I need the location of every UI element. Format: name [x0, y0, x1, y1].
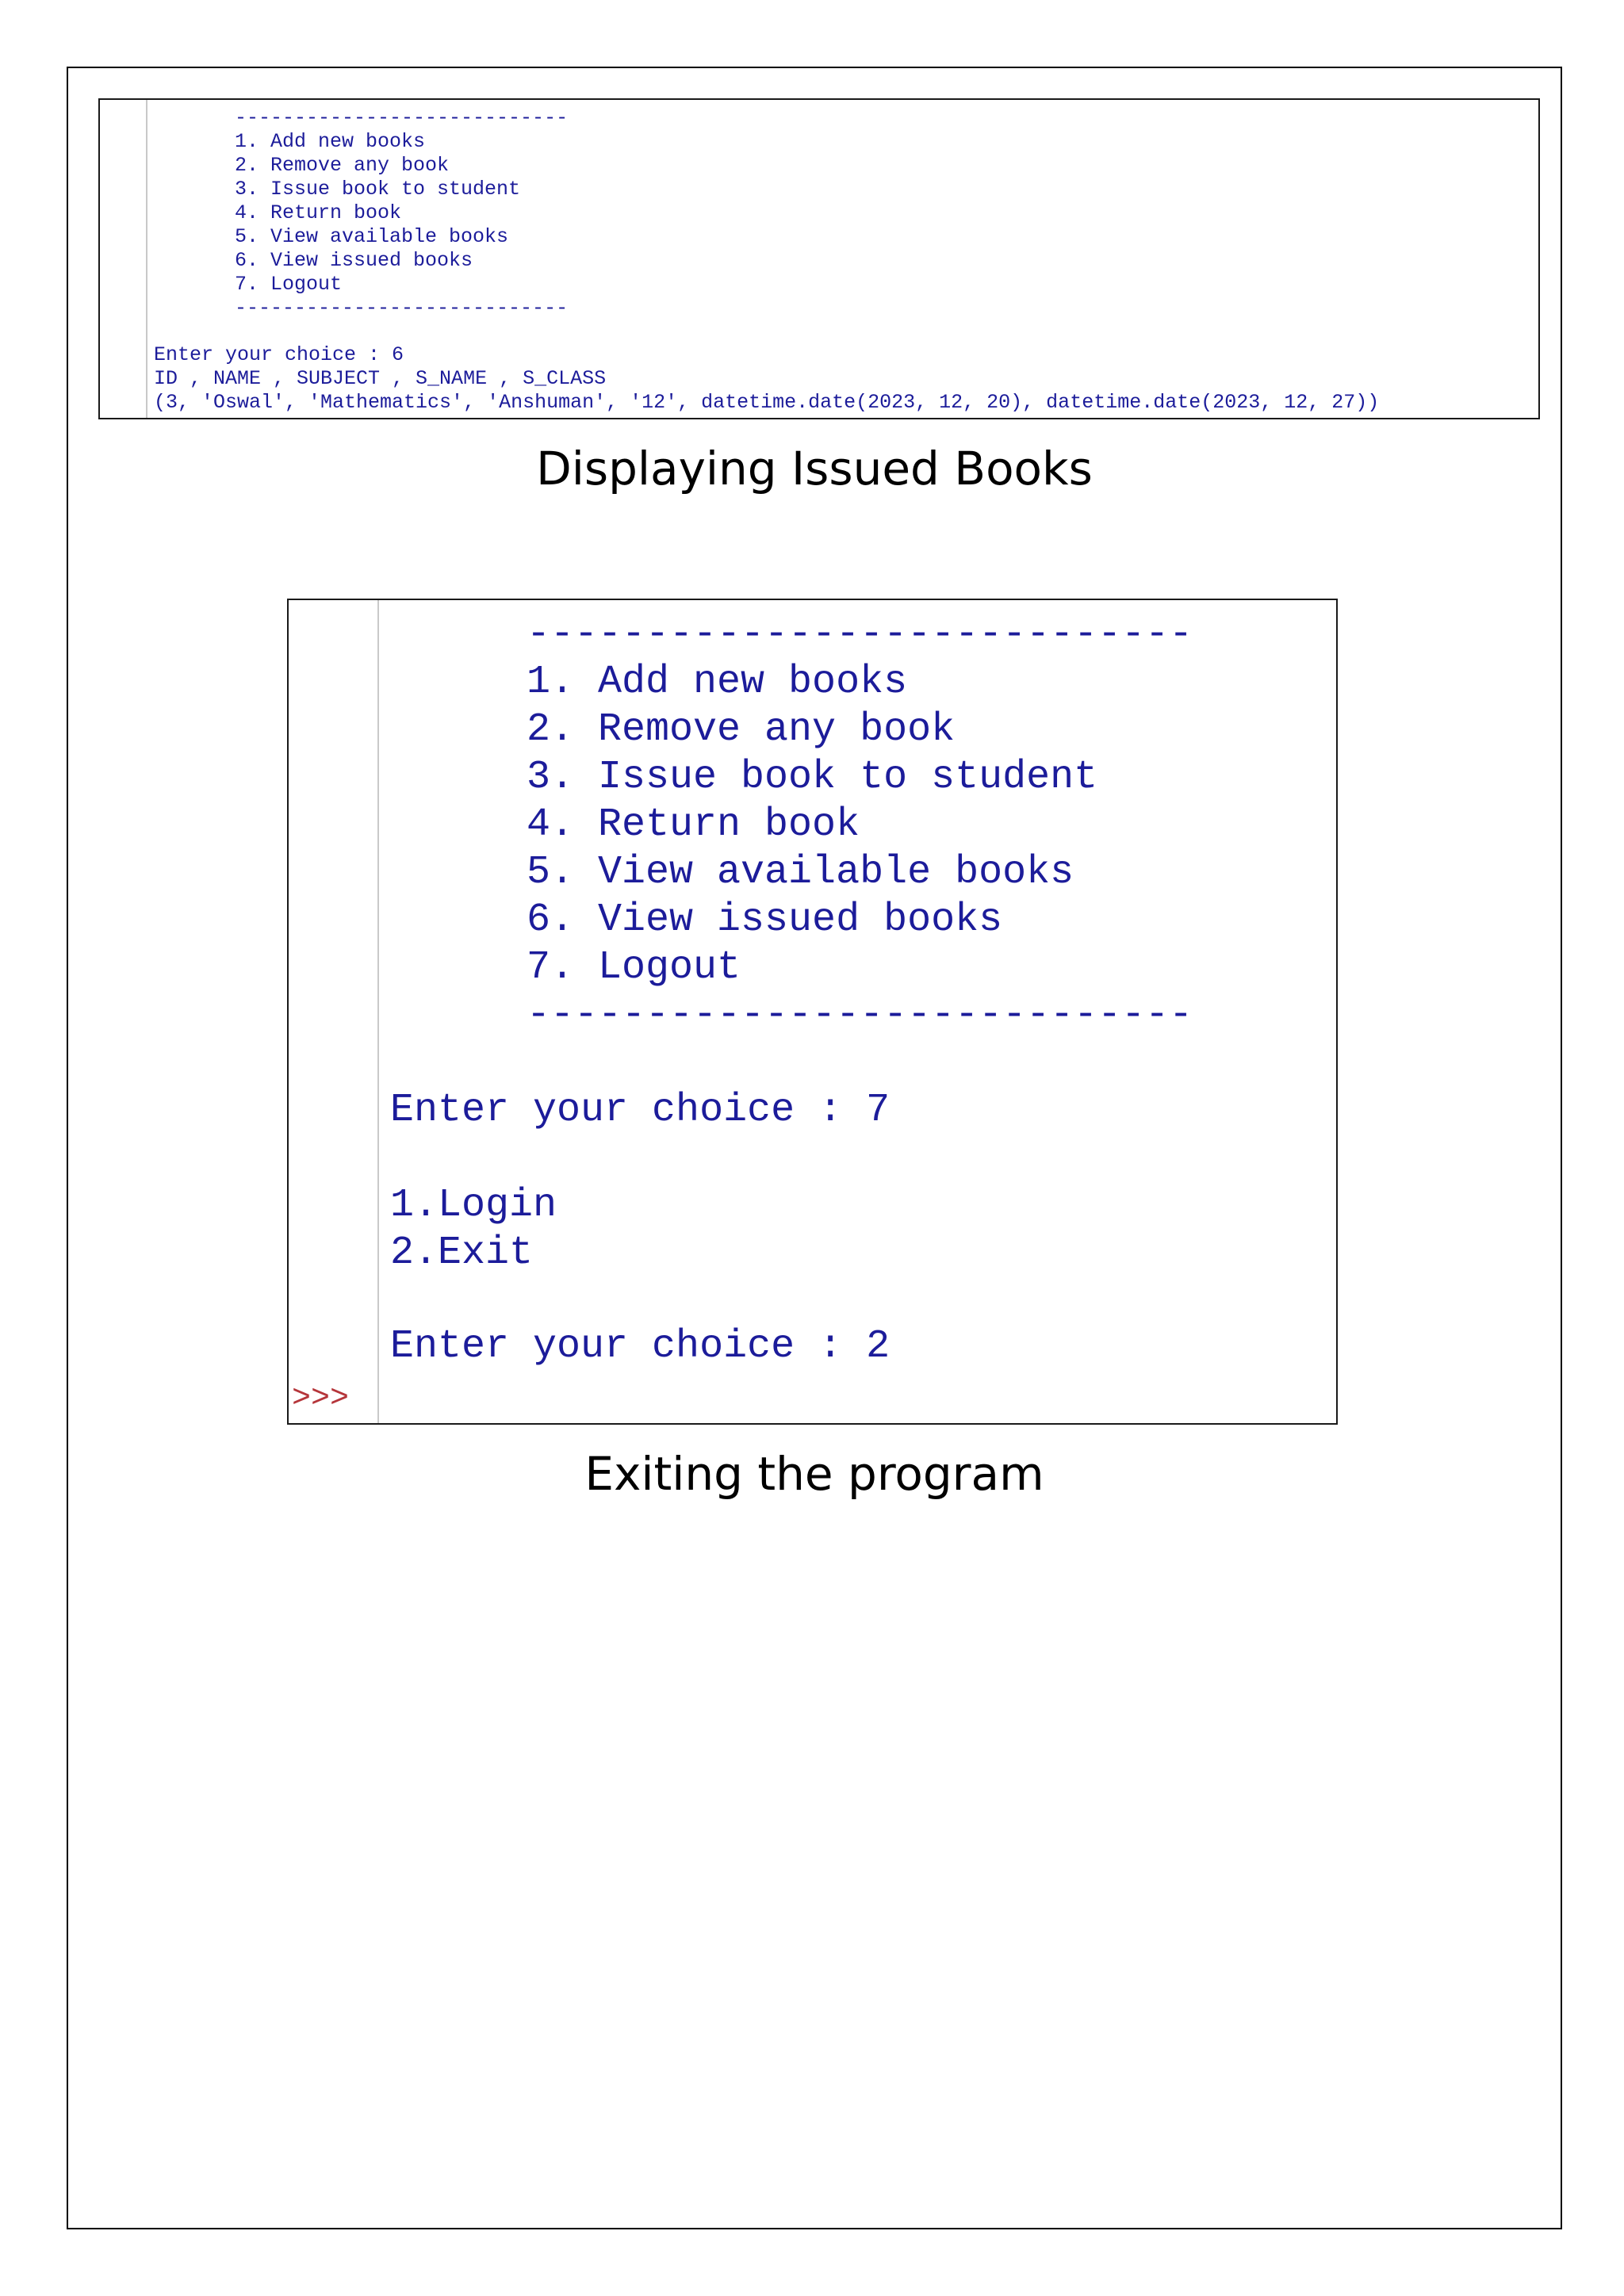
exit-option: 2.Exit	[390, 1230, 534, 1276]
menu-separator-bottom: ----------------------------	[235, 297, 569, 320]
menu-item-return-book: 4. Return book	[527, 802, 860, 848]
menu-item-view-available: 5. View available books	[527, 850, 1074, 895]
python-shell-prompt: >>>	[292, 1381, 350, 1417]
login-option: 1.Login	[390, 1183, 557, 1228]
console-gutter	[100, 100, 147, 418]
issued-record-row: (3, 'Oswal', 'Mathematics', 'Anshuman', '12', datetime.date(2023, 12, 20), datetime.date(2023, 12, 27))	[154, 391, 1380, 414]
issued-table-header: ID , NAME , SUBJECT , S_NAME , S_CLASS	[154, 367, 607, 390]
menu-item-issue-book: 3. Issue book to student	[235, 178, 521, 201]
exit-console-screenshot	[287, 599, 1338, 1425]
console-gutter	[289, 600, 379, 1423]
menu-item-logout: 7. Logout	[235, 273, 343, 296]
menu-item-add-new-books: 1. Add new books	[527, 660, 908, 705]
menu-item-issue-book: 3. Issue book to student	[527, 755, 1098, 800]
choice-prompt-exit: Enter your choice : 2	[390, 1324, 891, 1369]
menu-separator-top: ----------------------------	[235, 106, 569, 129]
menu-item-logout: 7. Logout	[527, 945, 741, 990]
menu-item-view-issued: 6. View issued books	[527, 897, 1003, 943]
issued-books-console-screenshot	[98, 98, 1540, 419]
menu-item-add-new-books: 1. Add new books	[235, 130, 426, 153]
menu-separator-top: ----------------------------	[527, 612, 1193, 657]
menu-item-remove-any-book: 2. Remove any book	[527, 707, 956, 752]
menu-item-view-available: 5. View available books	[235, 225, 509, 248]
choice-prompt: Enter your choice : 6	[154, 343, 404, 366]
menu-item-return-book: 4. Return book	[235, 201, 402, 224]
menu-item-view-issued: 6. View issued books	[235, 249, 473, 272]
caption-exiting-program: Exiting the program	[584, 1447, 1044, 1501]
choice-prompt-logout: Enter your choice : 7	[390, 1088, 891, 1133]
caption-displaying-issued-books: Displaying Issued Books	[536, 442, 1093, 496]
menu-item-remove-any-book: 2. Remove any book	[235, 154, 450, 177]
menu-separator-bottom: ----------------------------	[527, 993, 1193, 1038]
